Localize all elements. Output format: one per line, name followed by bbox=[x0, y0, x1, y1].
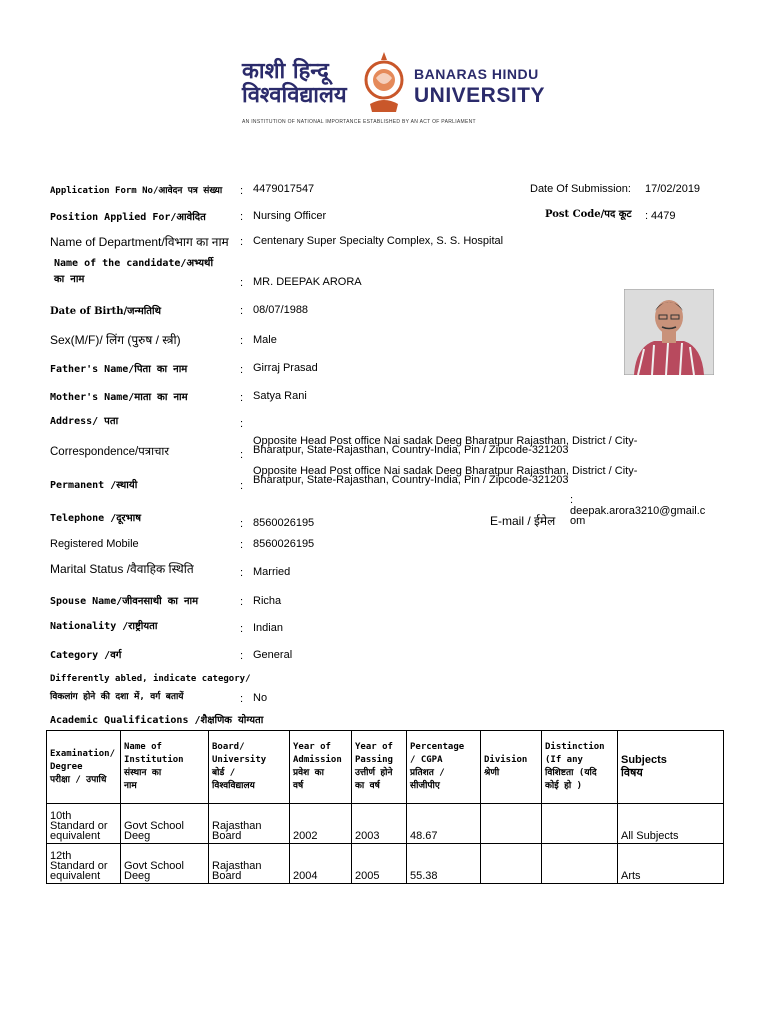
logo-hindi bbox=[242, 60, 347, 108]
column-header-division: Division श्रेणी bbox=[481, 731, 542, 804]
column-header-year-admission: Year of Admission प्रवेश का वर्ष bbox=[290, 731, 352, 804]
column-header-subjects: Subjects विषय bbox=[618, 731, 724, 804]
mobile-value: 8560026195 bbox=[253, 538, 315, 550]
application-no-value: 4479017547 bbox=[253, 183, 315, 195]
table-cell: Rajasthan Board bbox=[209, 844, 290, 884]
email-label: E-mail / ईमेल bbox=[490, 514, 556, 528]
permanent-value: Opposite Head Post office Nai sadak Deeg Bharatpur Rajasthan, District / City- Bharatpur, State-Rajasthan, Country-India, Pin / Zipcode-321203 bbox=[253, 465, 638, 486]
table-cell: 2003 bbox=[352, 804, 407, 844]
post-code-value: 4479 bbox=[651, 210, 676, 222]
correspondence-label: Correspondence/पत्राचार bbox=[50, 446, 170, 458]
marital-value: Married bbox=[253, 566, 291, 578]
category-value: General bbox=[253, 649, 293, 661]
mother-label: Mother's Name/माता का नाम bbox=[50, 392, 188, 403]
colon: : bbox=[240, 185, 244, 197]
academic-qualifications-table bbox=[46, 730, 724, 884]
department-label: Name of Department/विभाग का नाम bbox=[50, 235, 229, 249]
dob-label: Date of Birth/जन्मतिथि bbox=[50, 306, 161, 317]
position-value: Nursing Officer bbox=[253, 210, 327, 222]
logo-hindi-line1: काशी हिन्दू bbox=[242, 59, 329, 84]
colon: : bbox=[240, 480, 244, 492]
colon: : bbox=[240, 277, 244, 289]
differently-abled-value: No bbox=[253, 692, 268, 704]
dob-value: 08/07/1988 bbox=[253, 304, 309, 316]
table-cell bbox=[481, 804, 542, 844]
table-cell: 48.67 bbox=[407, 804, 481, 844]
candidate-name-label: Name of the candidate/अभ्यर्थी का नाम bbox=[54, 258, 214, 285]
colon: : bbox=[240, 650, 244, 662]
colon: : bbox=[240, 449, 244, 461]
colon: : bbox=[240, 236, 244, 248]
column-header-percentage: Percentage / CGPA प्रतिशत / सीजीपीए bbox=[407, 731, 481, 804]
table-cell: Govt School Deeg bbox=[121, 804, 209, 844]
colon: : bbox=[240, 392, 244, 404]
table-cell bbox=[542, 804, 618, 844]
nationality-label: Nationality /राष्ट्रीयता bbox=[50, 621, 158, 632]
table-cell: Arts bbox=[618, 844, 724, 884]
logo-english-line1: BANARAS HINDU bbox=[414, 66, 539, 82]
table-cell bbox=[481, 844, 542, 884]
column-header-institution: Name of Institution संस्थान का नाम bbox=[121, 731, 209, 804]
column-header-board: Board/ University बोर्ड / विश्वविद्यालय bbox=[209, 731, 290, 804]
table-cell: 12th Standard or equivalent bbox=[47, 844, 121, 884]
father-label: Father's Name/पिता का नाम bbox=[50, 364, 188, 375]
colon: : bbox=[240, 518, 244, 530]
colon: : bbox=[240, 539, 244, 551]
logo-hindi-line2: विश्वविद्यालय bbox=[242, 83, 347, 108]
university-seal-icon bbox=[358, 50, 410, 114]
department-value: Centenary Super Specialty Complex, S. S. Hospital bbox=[253, 235, 504, 247]
tagline: AN INSTITUTION OF NATIONAL IMPORTANCE ESTABLISHED BY AN ACT OF PARLIAMENT bbox=[242, 119, 476, 125]
category-label: Category /वर्ग bbox=[50, 650, 122, 661]
colon: : bbox=[645, 210, 649, 222]
colon: : bbox=[570, 494, 574, 506]
colon: : bbox=[240, 596, 244, 608]
sex-value: Male bbox=[253, 334, 277, 346]
colon: : bbox=[240, 623, 244, 635]
colon: : bbox=[240, 305, 244, 317]
application-no-label: Application Form No/आवेदन पत्र संख्या bbox=[50, 186, 223, 196]
table-cell: Govt School Deeg bbox=[121, 844, 209, 884]
colon: : bbox=[240, 211, 244, 223]
address-label: Address/ पता bbox=[50, 416, 119, 427]
post-code-label: Post Code/पद कूट bbox=[545, 209, 632, 220]
table-row bbox=[47, 804, 724, 844]
submission-label: Date Of Submission: bbox=[530, 183, 631, 195]
column-header-distinction: Distinction (If any विशिष्टता (यदि कोई हो ) bbox=[542, 731, 618, 804]
colon: : bbox=[240, 335, 244, 347]
table-cell: 55.38 bbox=[407, 844, 481, 884]
sex-label: Sex(M/F)/ लिंग (पुरुष / स्त्री) bbox=[50, 333, 181, 347]
colon: : bbox=[240, 418, 244, 430]
candidate-photo bbox=[624, 289, 714, 375]
nationality-value: Indian bbox=[253, 622, 283, 634]
email-value: deepak.arora3210@gmail.c om bbox=[570, 505, 706, 527]
table-cell: 10th Standard or equivalent bbox=[47, 804, 121, 844]
table-cell: 2005 bbox=[352, 844, 407, 884]
candidate-name-value: MR. DEEPAK ARORA bbox=[253, 276, 362, 288]
table-cell bbox=[542, 844, 618, 884]
position-label: Position Applied For/आवेदित bbox=[50, 212, 206, 223]
differently-abled-label: Differently abled, indicate category/ विकलांग होने की दशा में, वर्ग बतायें bbox=[50, 674, 251, 702]
colon: : bbox=[240, 693, 244, 705]
submission-value: 17/02/2019 bbox=[645, 183, 701, 195]
table-cell: 2002 bbox=[290, 804, 352, 844]
correspondence-value: Opposite Head Post office Nai sadak Deeg Bharatpur Rajasthan, District / City- Bharatpur, State-Rajasthan, Country-India, Pin / Zipcode-321203 bbox=[253, 435, 638, 456]
father-value: Girraj Prasad bbox=[253, 362, 318, 374]
table-cell: All Subjects bbox=[618, 804, 724, 844]
table-row bbox=[47, 844, 724, 884]
logo-english-line2: UNIVERSITY bbox=[414, 84, 546, 107]
table-cell: Rajasthan Board bbox=[209, 804, 290, 844]
academic-title: Academic Qualifications /शैक्षणिक योग्यता bbox=[50, 715, 264, 726]
column-header-year-passing: Year of Passing उत्तीर्ण होने का वर्ष bbox=[352, 731, 407, 804]
mother-value: Satya Rani bbox=[253, 390, 307, 402]
colon: : bbox=[240, 364, 244, 376]
spouse-value: Richa bbox=[253, 595, 282, 607]
colon: : bbox=[240, 567, 244, 579]
telephone-value: 8560026195 bbox=[253, 517, 315, 529]
spouse-label: Spouse Name/जीवनसाथी का नाम bbox=[50, 596, 199, 607]
telephone-label: Telephone /दूरभाष bbox=[50, 513, 142, 524]
logo-english bbox=[414, 66, 545, 108]
mobile-label: Registered Mobile bbox=[50, 538, 139, 550]
permanent-label: Permanent /स्थायी bbox=[50, 480, 138, 491]
table-cell: 2004 bbox=[290, 844, 352, 884]
column-header-examination: Examination/ Degree परीक्षा / उपाधि bbox=[47, 731, 121, 804]
marital-label: Marital Status /वैवाहिक स्थिति bbox=[50, 562, 194, 576]
table-header-row bbox=[47, 731, 724, 804]
